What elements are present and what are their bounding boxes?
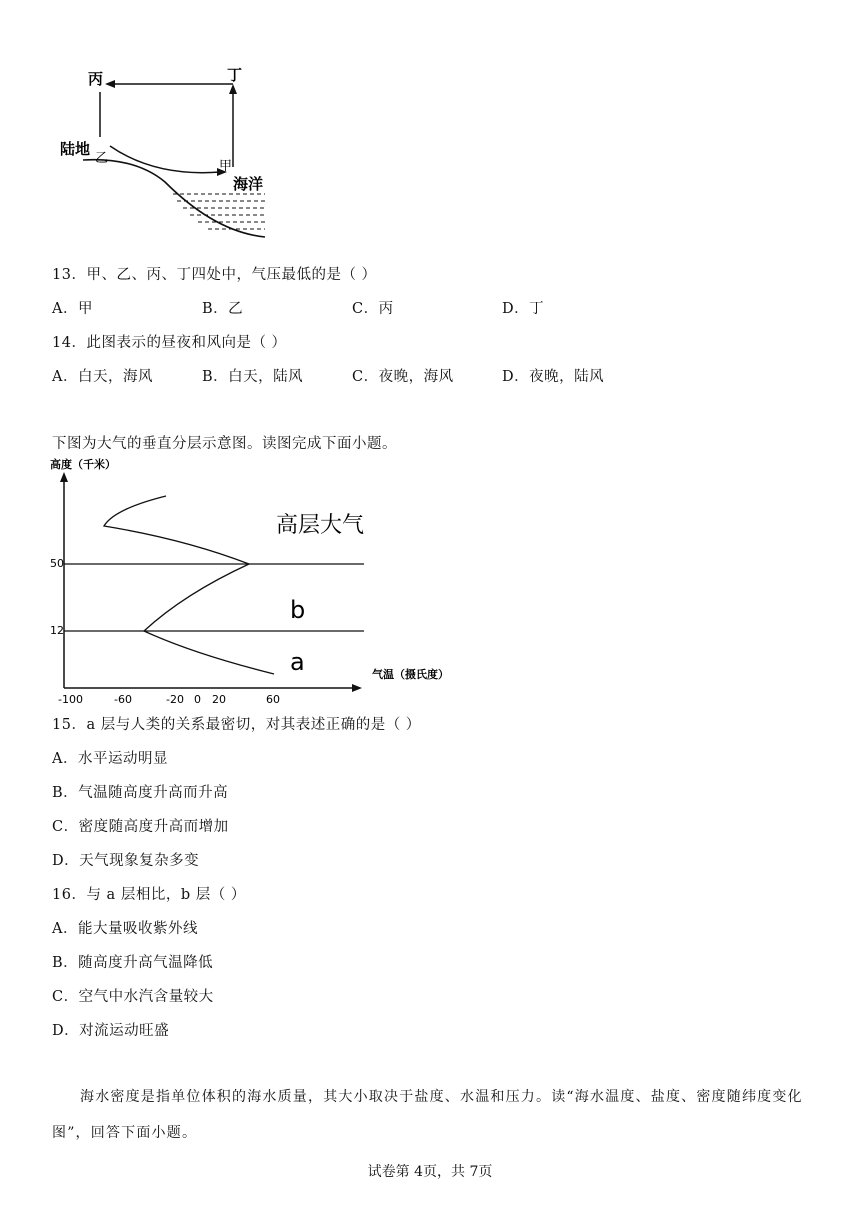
y-tick-50: 50	[50, 557, 64, 570]
land-sea-breeze-diagram	[55, 62, 285, 252]
q14-option-c[interactable]: C．夜晚，海风	[352, 369, 454, 385]
label-bing: 丙	[88, 70, 104, 88]
label-land: 陆地	[60, 140, 91, 158]
q13-option-a[interactable]: A．甲	[52, 301, 93, 317]
q15-question: 15．a 层与人类的关系最密切，对其表述正确的是（ ）	[52, 717, 421, 733]
q15-option-d[interactable]: D．天气现象复杂多变	[52, 853, 200, 869]
q15-option-b[interactable]: B．气温随高度升高而升高	[52, 785, 229, 801]
q15-option-c[interactable]: C．密度随高度升高而增加	[52, 819, 229, 835]
y-axis-label: 高度（千米）	[50, 458, 116, 471]
atmosphere-layers-svg	[44, 454, 474, 708]
intro-atmosphere: 下图为大气的垂直分层示意图。读图完成下面小题。	[52, 436, 397, 452]
q16-option-a[interactable]: A．能大量吸收紫外线	[52, 921, 198, 937]
x-tick-neg20: -20	[166, 693, 184, 706]
q16-option-d[interactable]: D．对流运动旺盛	[52, 1023, 170, 1039]
label-ding: 丁	[227, 66, 243, 84]
y-tick-12: 12	[50, 624, 64, 637]
x-tick-20: 20	[212, 693, 226, 706]
q13-option-d[interactable]: D．丁	[502, 301, 545, 317]
x-tick-neg60: -60	[114, 693, 132, 706]
temperature-curve	[104, 496, 274, 674]
label-jia: 甲	[219, 159, 233, 174]
x-tick-0: 0	[194, 693, 201, 706]
atmosphere-layers-diagram	[44, 454, 474, 708]
land-sea-breeze-svg	[55, 62, 285, 252]
q14-option-d[interactable]: D．夜晚，陆风	[502, 369, 605, 385]
x-tick-60: 60	[266, 693, 280, 706]
layer-label-a: a	[290, 648, 305, 676]
right-arrowhead	[229, 84, 237, 94]
q14-question: 14．此图表示的昼夜和风向是（ ）	[52, 335, 287, 351]
intro-seawater-line-2: 图”，回答下面小题。	[52, 1125, 198, 1141]
q13-option-c[interactable]: C．丙	[352, 301, 394, 317]
label-yi: 乙	[95, 151, 109, 166]
y-axis-arrow	[60, 472, 68, 482]
q13-question: 13．甲、乙、丙、丁四处中，气压最低的是（ ）	[52, 267, 377, 283]
q16-question: 16．与 a 层相比，b 层（ ）	[52, 887, 246, 903]
q14-option-a[interactable]: A．白天，海风	[52, 369, 153, 385]
q15-option-a[interactable]: A．水平运动明显	[52, 751, 168, 767]
intro-seawater-line-1: 海水密度是指单位体积的海水质量，其大小取决于盐度、水温和压力。读“海水温度、盐度、密度随纬度变化	[80, 1089, 803, 1105]
top-arrowhead	[105, 80, 115, 88]
intro-seawater-density	[52, 1086, 803, 1142]
label-ocean: 海洋	[233, 175, 264, 193]
layer-label-b: b	[290, 596, 306, 624]
x-tick-neg100: -100	[58, 693, 83, 706]
x-axis-arrow	[352, 684, 362, 692]
layer-label-upper: 高层大气	[276, 513, 365, 538]
x-axis-label: 气温（摄氏度）	[372, 668, 449, 681]
q16-option-c[interactable]: C．空气中水汽含量较大	[52, 989, 214, 1005]
q16-option-b[interactable]: B．随高度升高气温降低	[52, 955, 214, 971]
q13-option-b[interactable]: B．乙	[202, 301, 244, 317]
q14-option-b[interactable]: B．白天，陆风	[202, 369, 304, 385]
page-footer: 试卷第 4页，共 7页	[367, 1164, 493, 1180]
surface-flow-curve	[110, 146, 220, 173]
